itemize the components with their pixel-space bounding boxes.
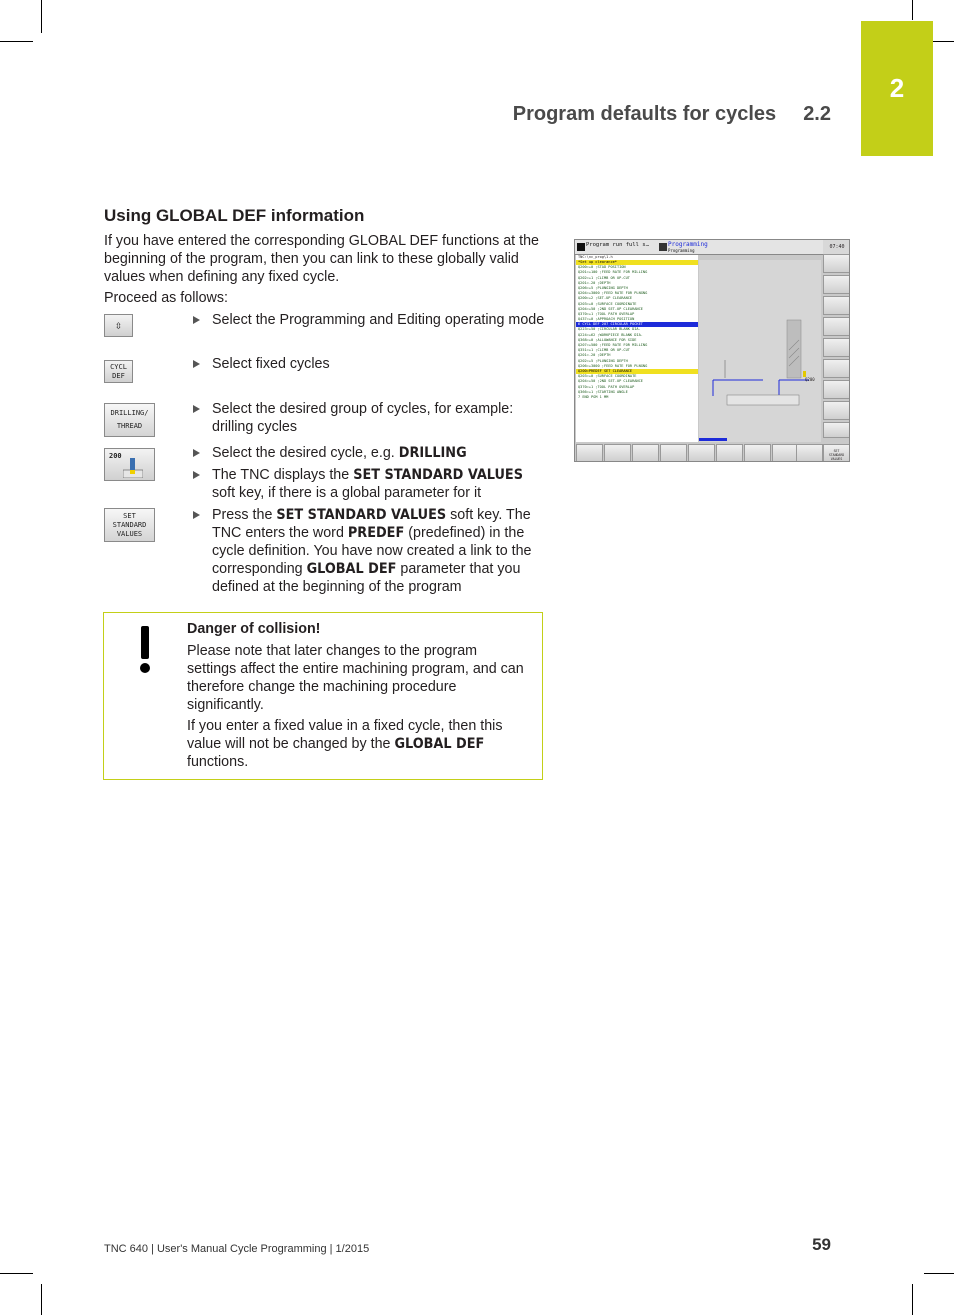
screenshot-tab-active: Programming — [668, 241, 708, 248]
program-line: 6 CYCL DEF 207 CIRCULAR POCKET — [576, 322, 698, 327]
step-keyword: SET STANDARD VALUES — [353, 467, 523, 483]
key-label: DEF — [112, 371, 125, 380]
warning-box — [103, 612, 543, 780]
screenshot-bottom-softkey — [660, 444, 687, 462]
crop-mark — [41, 0, 42, 33]
warning-text-part: functions. — [187, 754, 249, 770]
program-line: Q200=+2 ;SET-UP CLEARANCE — [578, 296, 633, 301]
program-line: Q201=-20 ;DEPTH — [578, 280, 611, 285]
bullet-arrow-icon — [193, 511, 200, 519]
screenshot-softkey — [823, 275, 850, 294]
screenshot-softkey — [823, 338, 850, 357]
screenshot-softkey — [823, 380, 850, 399]
program-line: Q223=+50 ;CIRCULAR BLANK DIA. — [578, 327, 641, 332]
step-text-part: soft key. The TNC enters the word — [212, 507, 531, 541]
program-line: Q200=PREDEF SET CLEARANCE — [576, 369, 698, 374]
program-line: Q206=+5 ;PLUNGING DEPTH — [578, 285, 628, 290]
key-label: 200 — [109, 452, 122, 460]
section-title: Program defaults for cycles — [512, 103, 777, 125]
softkey-label: STANDARD — [828, 453, 845, 457]
cycl-def-key — [104, 360, 133, 383]
step-text — [212, 506, 545, 596]
cycle-200-softkey — [104, 448, 155, 481]
program-line: Q202=+1 ;CLIMB OR UP-CUT — [578, 275, 630, 280]
step-text: Select the Programming and Editing operating mode — [212, 312, 545, 328]
step-item — [193, 466, 545, 502]
drill-icon — [123, 458, 143, 478]
screenshot-softkey — [823, 401, 850, 420]
graphic-label: Q200 — [805, 377, 815, 382]
screenshot-bottom-softkey — [688, 444, 715, 462]
step-text — [212, 466, 545, 502]
screenshot-bottom-softkey — [632, 444, 659, 462]
program-line: 7 END PGM 1 MM — [578, 394, 609, 399]
screenshot-softkey — [823, 359, 850, 378]
screenshot-bottom-softkey — [772, 444, 799, 462]
crop-mark — [0, 1273, 33, 1274]
step-text — [212, 444, 545, 462]
screenshot-file-path: TNC:\nc_prog\1.h — [576, 255, 698, 260]
step-keyword: GLOBAL DEF — [306, 561, 397, 577]
screenshot-graphic — [699, 260, 821, 442]
program-line: Q201=+100 ;FEED RATE FOR MILLING — [578, 270, 648, 275]
program-line: Q204=+50 ;2ND SET-UP CLEARANCE — [578, 306, 643, 311]
program-line: Q203=+0 ;SURFACE COORDINATE — [578, 301, 637, 306]
step-text: Select the desired group of cycles, for example: drilling cycles — [212, 401, 514, 435]
warning-paragraph — [187, 717, 527, 771]
proceed-text: Proceed as follows: — [104, 290, 228, 306]
programming-mode-key: ⇳ — [104, 314, 133, 337]
bullet-arrow-icon — [193, 316, 200, 324]
softkey-label: SET — [833, 449, 840, 453]
program-line: Q202=+5 ;PLUNGING DEPTH — [578, 358, 628, 363]
step-item — [193, 444, 545, 462]
set-standard-values-softkey — [104, 508, 155, 542]
softkey-label: VALUES — [830, 457, 843, 461]
screenshot-bottom-softkey — [796, 444, 823, 462]
screenshot-bottom-softkey — [604, 444, 631, 462]
tnc-screenshot — [574, 239, 850, 462]
bullet-arrow-icon — [193, 449, 200, 457]
bullet-arrow-icon — [193, 360, 200, 368]
step-text-part: soft key, if there is a global parameter for it — [212, 485, 482, 501]
screenshot-bottom-softkey — [744, 444, 771, 462]
program-line: Q351=+1 ;CLIMB OR UP-CUT — [578, 348, 630, 353]
key-label: CYCL — [110, 362, 127, 371]
warning-paragraph: Please note that later changes to the program settings affect the entire machining program, and can therefore change the machining procedure significantly. — [187, 643, 524, 713]
exclamation-icon — [140, 626, 150, 668]
program-line: Q368=+0 ;ALLOWANCE FOR SIDE — [578, 337, 637, 342]
bullet-arrow-icon — [193, 471, 200, 479]
program-line: Q200=+0 ;STAD POSITION — [578, 265, 626, 270]
key-label: STANDARD — [112, 520, 147, 529]
program-line: Q366=+1 ;STARTING ANGLE — [578, 389, 628, 394]
step-text-part: (predefined) in the cycle definition. You have now created a link to the corresponding — [212, 525, 532, 577]
program-line: Q206=+3000 ;FEED RATE FOR PLNGNG — [578, 363, 648, 368]
step-keyword: PREDEF — [347, 525, 405, 541]
running-header — [513, 103, 831, 126]
cycle-graphic-icon — [699, 260, 821, 442]
drilling-thread-softkey — [104, 403, 155, 437]
warning-title: Danger of collision! — [187, 621, 321, 637]
step-text-part: Select the desired cycle, e.g. — [212, 445, 399, 461]
crop-mark — [924, 1273, 954, 1274]
step-text: Select fixed cycles — [212, 356, 330, 372]
chapter-tab: 2 — [861, 21, 933, 156]
screenshot-program-listing — [576, 260, 698, 442]
screenshot-tab-sub: Programming — [668, 248, 695, 253]
screenshot-softkey — [823, 296, 850, 315]
program-line: Q370=+1 ;TOOL PATH OVERLAP — [578, 384, 635, 389]
step-item — [193, 355, 545, 373]
program-line: Q204=+50 ;2ND SET-UP CLEARANCE — [578, 379, 643, 384]
crop-mark — [912, 0, 913, 20]
screenshot-bottom-softkey — [576, 444, 603, 462]
program-line: Q224=+62 ;WORKPIECE BLANK DIA. — [578, 332, 643, 337]
program-line: Q437=+0 ;APPROACH POSITION — [578, 317, 635, 322]
screenshot-softkey — [823, 317, 850, 336]
page-number: 59 — [812, 1235, 831, 1254]
step-keyword: DRILLING — [398, 445, 467, 461]
warning-text-part: If you enter a fixed value in a fixed cycle, then this value will not be changed by the — [187, 718, 503, 752]
program-line: Q204=+3000 ;FEED RATE FOR PLNGNG — [578, 291, 648, 296]
crop-mark — [0, 41, 33, 42]
crop-mark — [912, 1284, 913, 1315]
step-item — [193, 506, 545, 596]
screenshot-softkey — [823, 254, 850, 273]
mode-icon — [659, 243, 667, 251]
step-text-part: Press the — [212, 507, 277, 523]
section-heading: Using GLOBAL DEF information — [104, 206, 365, 225]
step-item — [193, 400, 545, 436]
key-label: THREAD — [116, 422, 143, 430]
mode-icon — [577, 243, 585, 251]
screenshot-set-standard-values-softkey — [823, 444, 850, 462]
crop-mark — [41, 1284, 42, 1315]
step-keyword: SET STANDARD VALUES — [276, 507, 447, 523]
step-text-part: parameter that you defined at the beginning of the program — [212, 561, 521, 595]
program-line: Q203=+0 ;SURFACE COORDINATE — [578, 374, 637, 379]
warning-keyword: GLOBAL DEF — [394, 736, 485, 752]
bullet-arrow-icon — [193, 405, 200, 413]
step-item — [193, 311, 545, 329]
program-line: Q207=+500 ;FEED RATE FOR MILLING — [578, 343, 648, 347]
key-label: VALUES — [116, 529, 143, 538]
screenshot-softkey — [823, 422, 850, 438]
program-line: *Set up clearance* — [576, 260, 698, 265]
program-line: Q370=+1 ;TOOL PATH OVERLAP — [578, 311, 635, 316]
page-footer: TNC 640 | User's Manual Cycle Programming | 1/2015 — [104, 1243, 370, 1255]
key-label: SET — [123, 511, 136, 520]
screenshot-clock: 07:40 — [823, 240, 850, 254]
step-text-part: The TNC displays the — [212, 467, 354, 483]
section-number: 2.2 — [803, 103, 831, 125]
key-label: DRILLING/ — [110, 409, 149, 417]
screenshot-tab: Program run full s… — [586, 242, 649, 248]
screenshot-mode-bar — [575, 240, 823, 255]
screenshot-bottom-softkey — [716, 444, 743, 462]
intro-paragraph: If you have entered the corresponding GLOBAL DEF functions at the beginning of the program, then you can link to these globally valid values when defining any fixed cycle. — [104, 233, 539, 285]
program-line: Q201=-20 ;DEPTH — [578, 353, 611, 358]
